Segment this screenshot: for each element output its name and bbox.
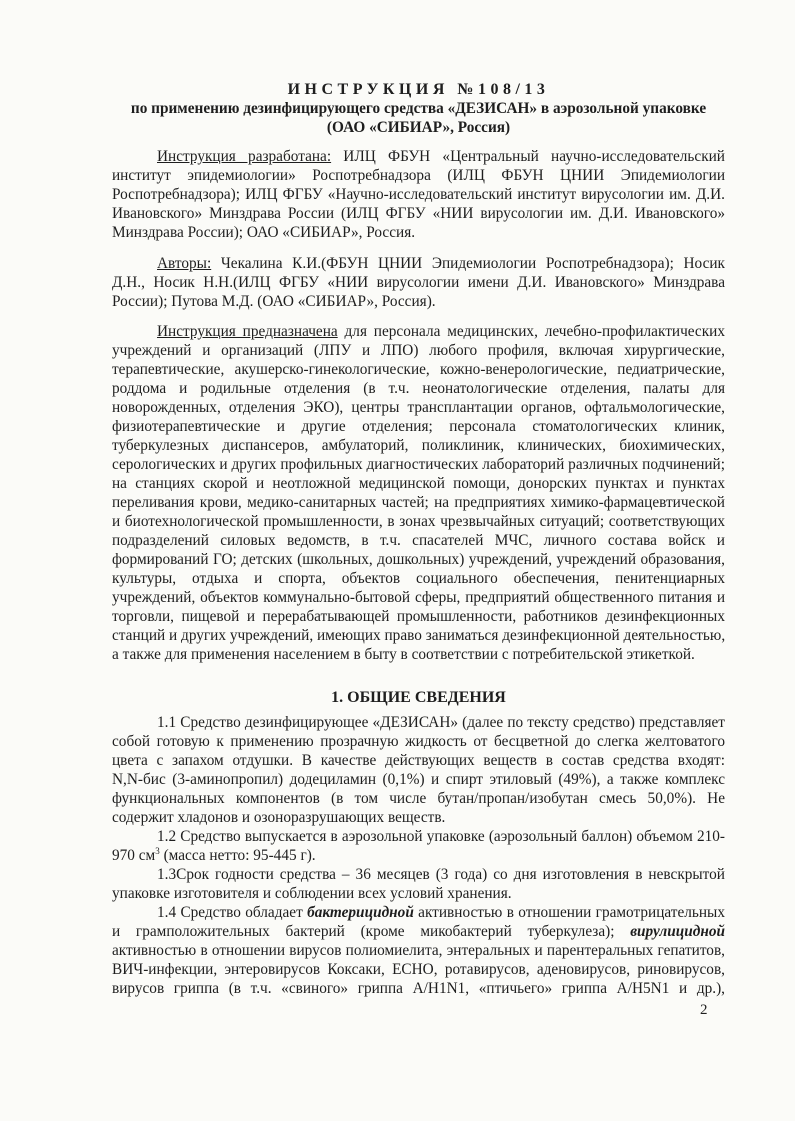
text-line: туберкулезных диспансеров, амбулаторий, поликлиник, клинических, биохимических,	[112, 437, 725, 454]
emphasis-bactericidal: бактерицидной	[307, 904, 414, 921]
text-line: культуры, отдыха и спорта, объектов социального обеспечения, пенитенциарных	[112, 570, 725, 587]
text-line: учреждений и организаций (ЛПУ и ЛПО) любого профиля, включая хирургические,	[112, 342, 725, 359]
text-line: новорожденных, отделения ЭКО), центры трансплантации органов, офтальмологические,	[112, 399, 725, 416]
text-line: активностью в отношении грамотрицательных	[413, 904, 725, 921]
text-line: подразделений силовых ведомств, в т.ч. спасателей МЧС, личного состава войск и	[112, 532, 725, 549]
text-line: функциональных компонентов (в том числе бутан/пропан/изобутан смесь 50,0%). Не	[112, 790, 725, 807]
document-company: (ОАО «СИБИАР», Россия)	[326, 119, 511, 136]
text-line: на станциях скорой и неотложной медицинской помощи, донорских пунктах и пунктах	[112, 475, 725, 492]
section1-body	[112, 713, 725, 998]
superscript: 3	[155, 845, 160, 856]
text-line: ИЛЦ ФБУН «Центральный научно-исследовательский	[331, 148, 725, 165]
text-line: Ивановского» Минздрава России (ИЛЦ ФГБУ «НИИ вирусологии им. Д.И. Ивановского»	[112, 205, 725, 222]
emphasis-virucidal: вирулицидной	[630, 923, 725, 940]
text-line: физиотерапевтические и другие отделения; персонала стоматологических клиник,	[112, 418, 725, 435]
authors-lead: Авторы:	[157, 255, 212, 272]
text-line: а также для применения населением в быту в соответствии с потребительской этикеткой.	[112, 646, 695, 663]
text-line: для персонала медицинских, лечебно-профилактических	[337, 323, 725, 340]
text-line: активностью в отношении вирусов полиомиелита, энтеральных и парентеральных гепатитов,	[112, 942, 725, 959]
purpose-lead: Инструкция предназначена	[157, 323, 338, 340]
text-line: Роспотребнадзора); ИЛЦ ФГБУ «Научно-исследовательский институт вирусологии им. Д.И.	[112, 186, 725, 203]
text-line: роддома и родильные отделения (в т.ч. неонатологические отделения, палаты для	[112, 380, 725, 397]
text-line: 1.3Срок годности средства – 36 месяцев (3 года) со дня изготовления в невскрытой	[157, 866, 725, 883]
developers-paragraph	[112, 147, 725, 242]
text-line: Д.Н., Носик Н.Н.(ИЛЦ ФГБУ «НИИ вирусологии имени Д.И. Ивановского» Минздрава	[112, 274, 725, 291]
text-line: 1.1 Средство дезинфицирующее «ДЕЗИСАН» (далее по тексту средство) представляет	[157, 714, 725, 731]
text-line: учреждений, объектов коммунально-бытовой сферы, предприятий общественного питания и	[112, 589, 725, 606]
text-line: станций и других учреждений, имеющих право заниматься дезинфекционной деятельностью,	[112, 627, 726, 644]
text-line: содержит хладонов и озоноразрушающих веществ.	[112, 809, 446, 826]
text-line: терапевтические, акушерско-гинекологические, кожно-венерологические, педиатрические,	[112, 361, 725, 378]
developers-lead: Инструкция разработана:	[157, 148, 332, 165]
text-line: цвета с запахом отдушки. В качестве действующих веществ в состав средства входят:	[112, 752, 725, 769]
section-heading: 1. ОБЩИЕ СВЕДЕНИЯ	[331, 689, 506, 706]
text-line: собой готовую к применению прозрачную жидкость от бесцветной до слегка желтоватого	[112, 733, 725, 750]
text-line: ВИЧ-инфекции, энтеровирусов Коксаки, ЕСНО, ротавирусов, аденовирусов, риновирусов,	[112, 961, 725, 978]
text-line: Минздрава России); ОАО «СИБИАР», Россия.	[112, 224, 416, 241]
document-title: ИНСТРУКЦИЯ №108/13	[287, 81, 550, 98]
text-line: N,N-бис (3-аминопропил) додециламин (0,1%) и спирт этиловый (49%), а также комплекс	[112, 771, 725, 788]
page-number: 2	[700, 1002, 708, 1018]
text-line: формирований ГО; детских (школьных, дошкольных) учреждений, учреждений образования,	[112, 551, 725, 568]
text-line: и грамположительных бактерий (кроме микобактерий туберкулеза);	[112, 923, 631, 940]
text-line: (масса нетто: 95-445 г).	[159, 847, 316, 864]
text-line: и биотехнологической промышленности, в зонах чрезвычайных ситуаций; соответствующих	[112, 513, 725, 530]
text-line: вирусов гриппа (в т.ч. «свиного» гриппа A/H1N1, «птичьего» гриппа A/H5N1 и др.),	[112, 980, 725, 997]
authors-paragraph	[112, 254, 725, 311]
document-subtitle: по применению дезинфицирующего средства «ДЕЗИСАН» в аэрозольной упаковке	[130, 100, 707, 117]
text-line: Чекалина К.И.(ФБУН ЦНИИ Эпидемиологии Роспотребнадзора); Носик	[211, 255, 725, 272]
text-line: торговли, пищевой и перерабатывающей промышленности, работников дезинфекционных	[112, 608, 725, 625]
text-line: институт эпидемиологии» Роспотребнадзора (ИЛЦ ФБУН ЦНИИ Эпидемиологии	[112, 167, 725, 184]
purpose-paragraph	[112, 322, 725, 664]
text-line: 1.4 Средство обладает	[157, 904, 308, 921]
text-line: 970 см	[112, 847, 156, 864]
text-line: серологических и других профильных диагностических лабораторий различных подчинений;	[112, 456, 725, 473]
text-line: переливания крови, медико-санитарных частей; на предприятиях химико-фармацевтической	[112, 494, 725, 511]
text-line: упаковке изготовителя и соблюдении всех условий хранения.	[112, 885, 512, 902]
text-line: России); Путова М.Д. (ОАО «СИБИАР», Россия).	[112, 293, 436, 310]
text-line: 1.2 Средство выпускается в аэрозольной упаковке (аэрозольный баллон) объемом 210-	[157, 828, 725, 845]
document-header	[112, 80, 725, 137]
